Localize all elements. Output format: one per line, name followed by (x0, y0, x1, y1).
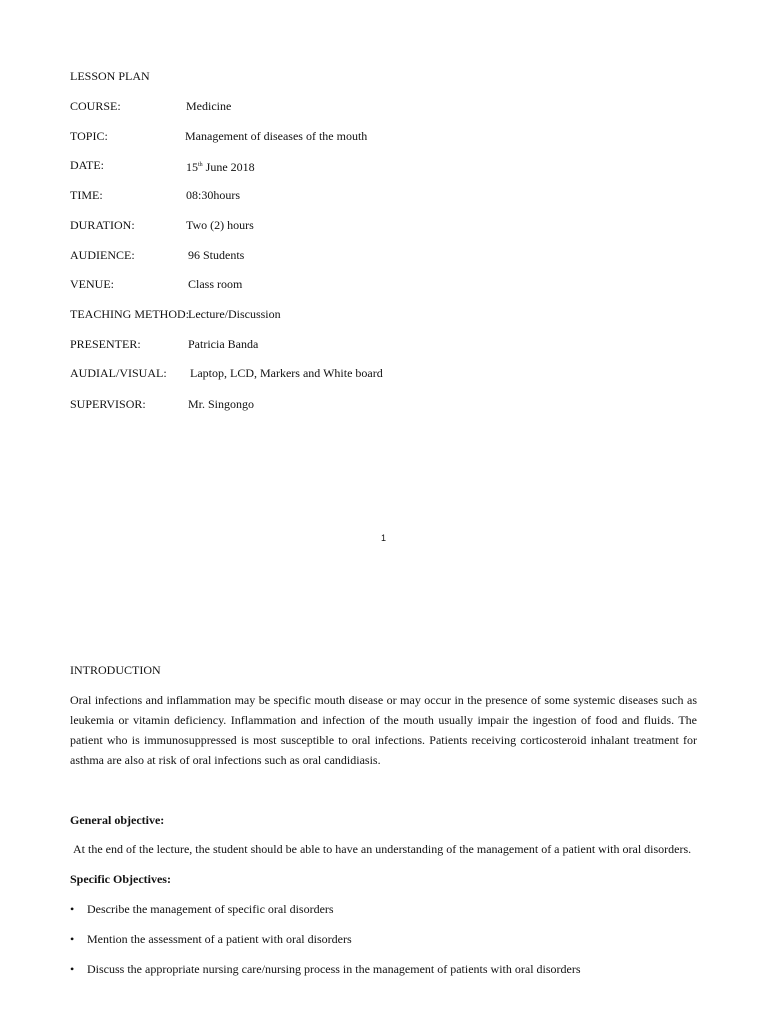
field-label: AUDIENCE: (70, 248, 135, 262)
field-label: TOPIC: (70, 129, 108, 143)
field-row-venue (70, 277, 690, 291)
bullet-icon: • (70, 962, 75, 976)
specific-objectives-heading: Specific Objectives: (70, 872, 171, 886)
field-value: Two (2) hours (186, 218, 254, 232)
date-ordinal-suffix: th (198, 162, 203, 168)
field-value: Patricia Banda (188, 337, 259, 351)
field-label: SUPERVISOR: (70, 397, 146, 411)
field-row-teaching-method (70, 307, 690, 321)
field-label: VENUE: (70, 277, 114, 291)
field-value: Laptop, LCD, Markers and White board (190, 366, 383, 380)
field-label: AUDIAL/VISUAL: (70, 366, 167, 380)
field-value-date (186, 158, 255, 174)
field-value: Medicine (186, 99, 232, 113)
field-label: DURATION: (70, 218, 135, 232)
field-label: COURSE: (70, 99, 121, 113)
field-label: TIME: (70, 188, 103, 202)
field-value: Management of diseases of the mouth (185, 129, 368, 143)
list-item-text: Discuss the appropriate nursing care/nursing process in the management of patients with oral disorders (87, 962, 581, 976)
list-item-text: Describe the management of specific oral disorders (87, 902, 334, 916)
field-value: Class room (188, 277, 243, 291)
field-row-audience (70, 248, 690, 262)
field-row-topic (70, 129, 690, 143)
bullet-icon: • (70, 932, 75, 946)
field-row-audial-visual (70, 366, 690, 380)
field-row-supervisor (70, 397, 690, 411)
field-value: Lecture/Discussion (188, 307, 281, 321)
field-label: PRESENTER: (70, 337, 141, 351)
lesson-plan-heading: LESSON PLAN (70, 69, 150, 83)
field-value: 08:30hours (186, 188, 240, 202)
field-label: TEACHING METHOD: (70, 307, 189, 321)
field-row-date (70, 158, 690, 172)
date-day: 15 (186, 160, 198, 174)
field-label: DATE: (70, 158, 104, 172)
general-objective-text: At the end of the lecture, the student should be able to have an understanding of the management of a patient with oral disorders. (73, 842, 692, 856)
date-month-year: June 2018 (202, 160, 255, 174)
general-objective-heading: General objective: (70, 813, 165, 827)
field-row-course (70, 99, 690, 113)
bullet-icon: • (70, 902, 75, 916)
introduction-paragraph: Oral infections and inflammation may be specific mouth disease or may occur in the presence of some systemic diseases such as leukemia or vitamin deficiency. Inflammation and infection of the mouth usually impair the ingestion of food and fluids. The patient who is immunosuppressed is most susceptible to oral infections. Patients receiving corticosteroid inhalant treatment for asthma are also at risk of oral infections such as oral candidiasis. (70, 693, 697, 767)
page-number: 1 (381, 533, 387, 543)
list-item-text: Mention the assessment of a patient with oral disorders (87, 932, 352, 946)
field-value: Mr. Singongo (188, 397, 255, 411)
field-row-time (70, 188, 690, 202)
introduction-heading: INTRODUCTION (70, 663, 161, 677)
field-row-presenter (70, 337, 690, 351)
field-value: 96 Students (188, 248, 245, 262)
field-row-duration (70, 218, 690, 232)
